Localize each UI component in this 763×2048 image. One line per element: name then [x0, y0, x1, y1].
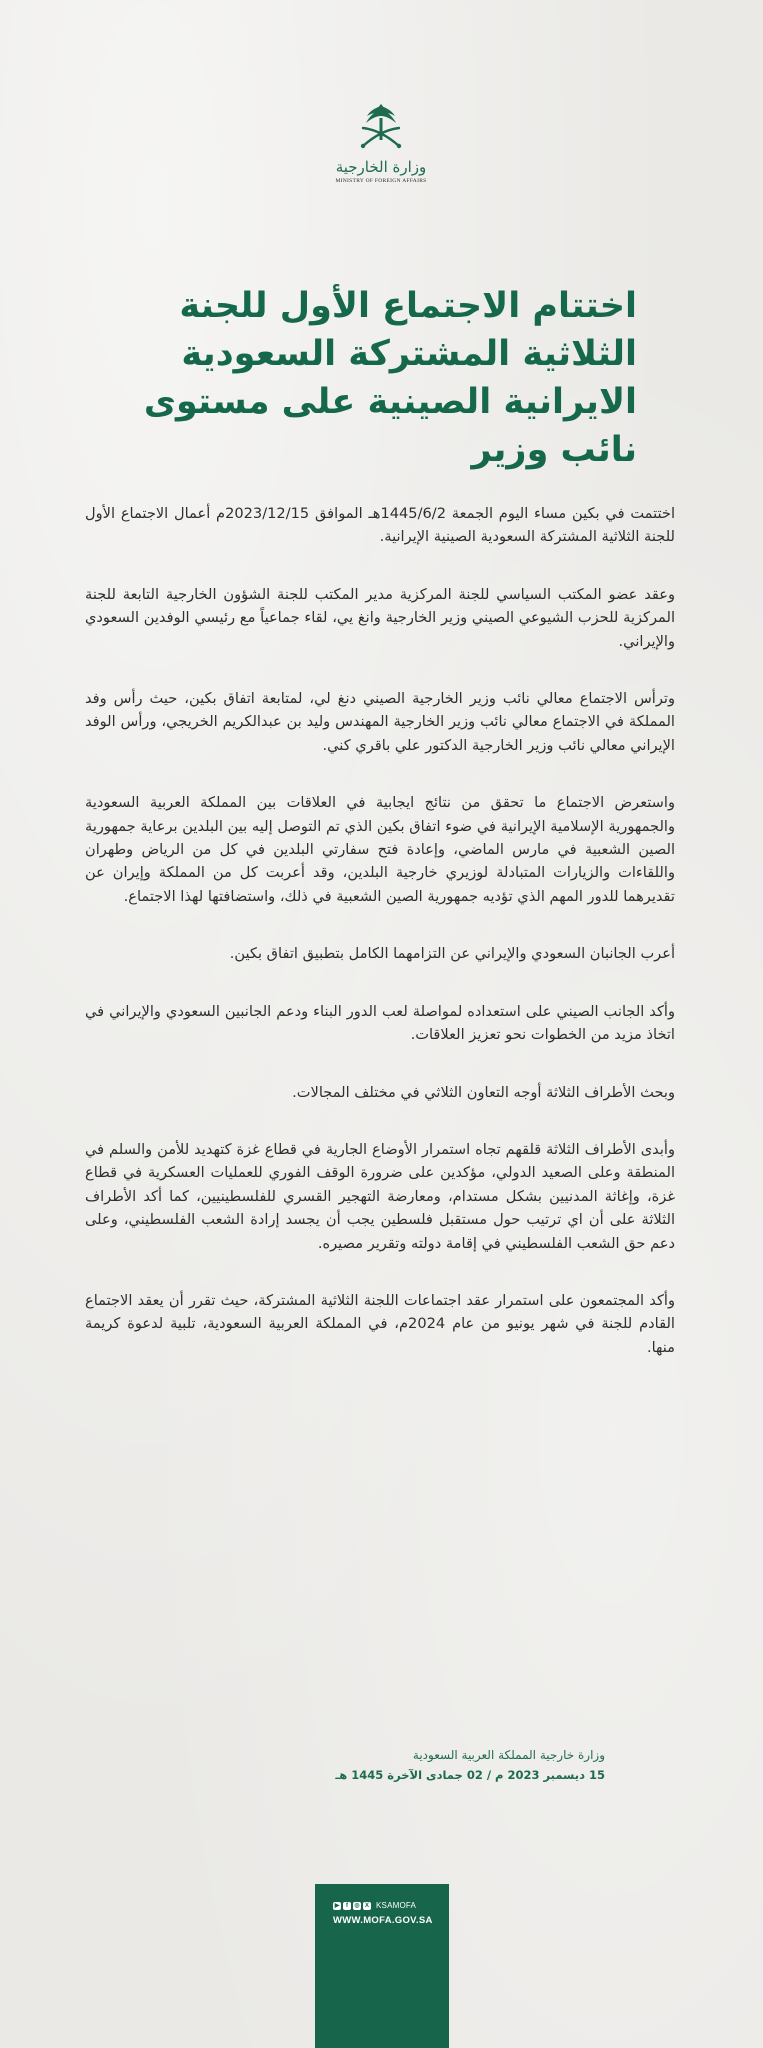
youtube-icon[interactable]: ▶ — [334, 1902, 340, 1909]
signature-date: 15 ديسمبر 2023 م / 02 جمادى الآخرة 1445 هـ — [335, 1768, 605, 1782]
statement-body — [85, 502, 675, 1393]
facebook-icon[interactable]: f — [343, 1902, 351, 1910]
ministry-logo — [331, 100, 431, 184]
paragraph: وأبدى الأطراف الثلاثة قلقهم تجاه استمرار الأوضاع الجارية في قطاع غزة كتهديد للأمن والسلم في المنطقة وعلى الصعيد الدولي، مؤكدين على ضرورة الوقف الفوري للعمليات العسكرية في قطاع غزة، وإغاثة المدنيين بشكل مستدام، ومعارضة التهجير القسري للفلسطينيين، كما أكد الأطراف الثلاثة على أن اي ترتيب حول مستقبل فلسطين يجب أن يجسد إرادة الشعب الفلسطيني، وعلى دعم حق الشعب الفلسطيني في إقامة دولته وتقرير مصيره. — [85, 1140, 675, 1252]
logo-arabic-name: وزارة الخارجية — [335, 158, 427, 176]
signature-org: وزارة خارجية المملكة العربية السعودية — [412, 1748, 605, 1762]
instagram-icon[interactable]: ◎ — [354, 1902, 360, 1909]
headline: اختتام الاجتماع الأول للجنة الثلاثية المشتركة السعودية الايرانية الصينية على مستوى نائب وزير — [143, 286, 637, 470]
social-handle[interactable]: KSAMOFA — [376, 1901, 417, 1910]
paragraph: وأكد الجانب الصيني على استعداده لمواصلة لعب الدور البناء ودعم الجانبين السعودي والإيراني في اتخاذ مزيد من الخطوات نحو تعزيز العلاقات. — [85, 1002, 675, 1044]
signature-block — [335, 1748, 605, 1782]
paragraph: اختتمت في بكين مساء اليوم الجمعة 1445/6/2هـ الموافق 2023/12/15م أعمال الاجتماع الأول للجنة الثلاثية المشتركة السعودية الصينية الإيرانية. — [85, 505, 675, 546]
paragraph: وبحث الأطراف الثلاثة أوجه التعاون الثلاثي في مختلف المجالات. — [292, 1083, 675, 1101]
palm-swords-emblem-icon — [353, 100, 409, 156]
social-links — [333, 1901, 416, 1910]
footer-badge — [315, 1884, 449, 2048]
paragraph: أعرب الجانبان السعودي والإيراني عن التزامهما الكامل بتطبيق اتفاق بكين. — [229, 945, 675, 963]
paragraph: وأكد المجتمعون على استمرار عقد اجتماعات اللجنة الثلاثية المشتركة، حيث تقرر أن يعقد الاجتماع القادم للجنة في شهر يونيو من عام 2024م، في المملكة العربية السعودية، تلبية لدعوة كريمة منها. — [85, 1291, 675, 1356]
paragraph: واستعرض الاجتماع ما تحقق من نتائج ايجابية في العلاقات بين المملكة العربية السعودية والجمهورية الإسلامية الإيرانية في ضوء اتفاق بكين الذي تم التوصل إليه بين البلدين برعاية جمهورية الصين الشعبية في مارس الماضي، وإعادة فتح سفارتي البلدين في كل من الرياض وطهران واللقاءات والزيارات المتبادلة لوزيري خارجية البلدين، وقد أعربت كل من المملكة وإيران عن تقديرهما للدور المهم الذي تؤديه جمهورية الصين الشعبية في ذلك، واستضافتها لهذا الاجتماع. — [85, 794, 675, 905]
paragraph: وترأس الاجتماع معالي نائب وزير الخارجية الصيني دنغ لي، لمتابعة اتفاق بكين، حيث رأس وفد المملكة في الاجتماع معالي نائب وزير الخارجية المهندس وليد بن عبدالكريم الخريجي، ورأس الوفد الإيراني معالي نائب وزير الخارجية الدكتور علي باقري كني. — [85, 690, 675, 754]
website-url[interactable]: WWW.MOFA.GOV.SA — [333, 1915, 433, 1926]
logo-english-name: MINISTRY OF FOREIGN AFFAIRS — [335, 178, 427, 184]
paragraph: وعقد عضو المكتب السياسي للجنة المركزية مدير المكتب للجنة الشؤون الخارجية التابعة للجنة المركزية للحزب الشيوعي الصيني وزير الخارجية وانغ يي، لقاء جماعياً مع رئيسي الوفدين السعودي والإيراني. — [85, 585, 675, 650]
x-icon[interactable]: X — [364, 1902, 369, 1909]
